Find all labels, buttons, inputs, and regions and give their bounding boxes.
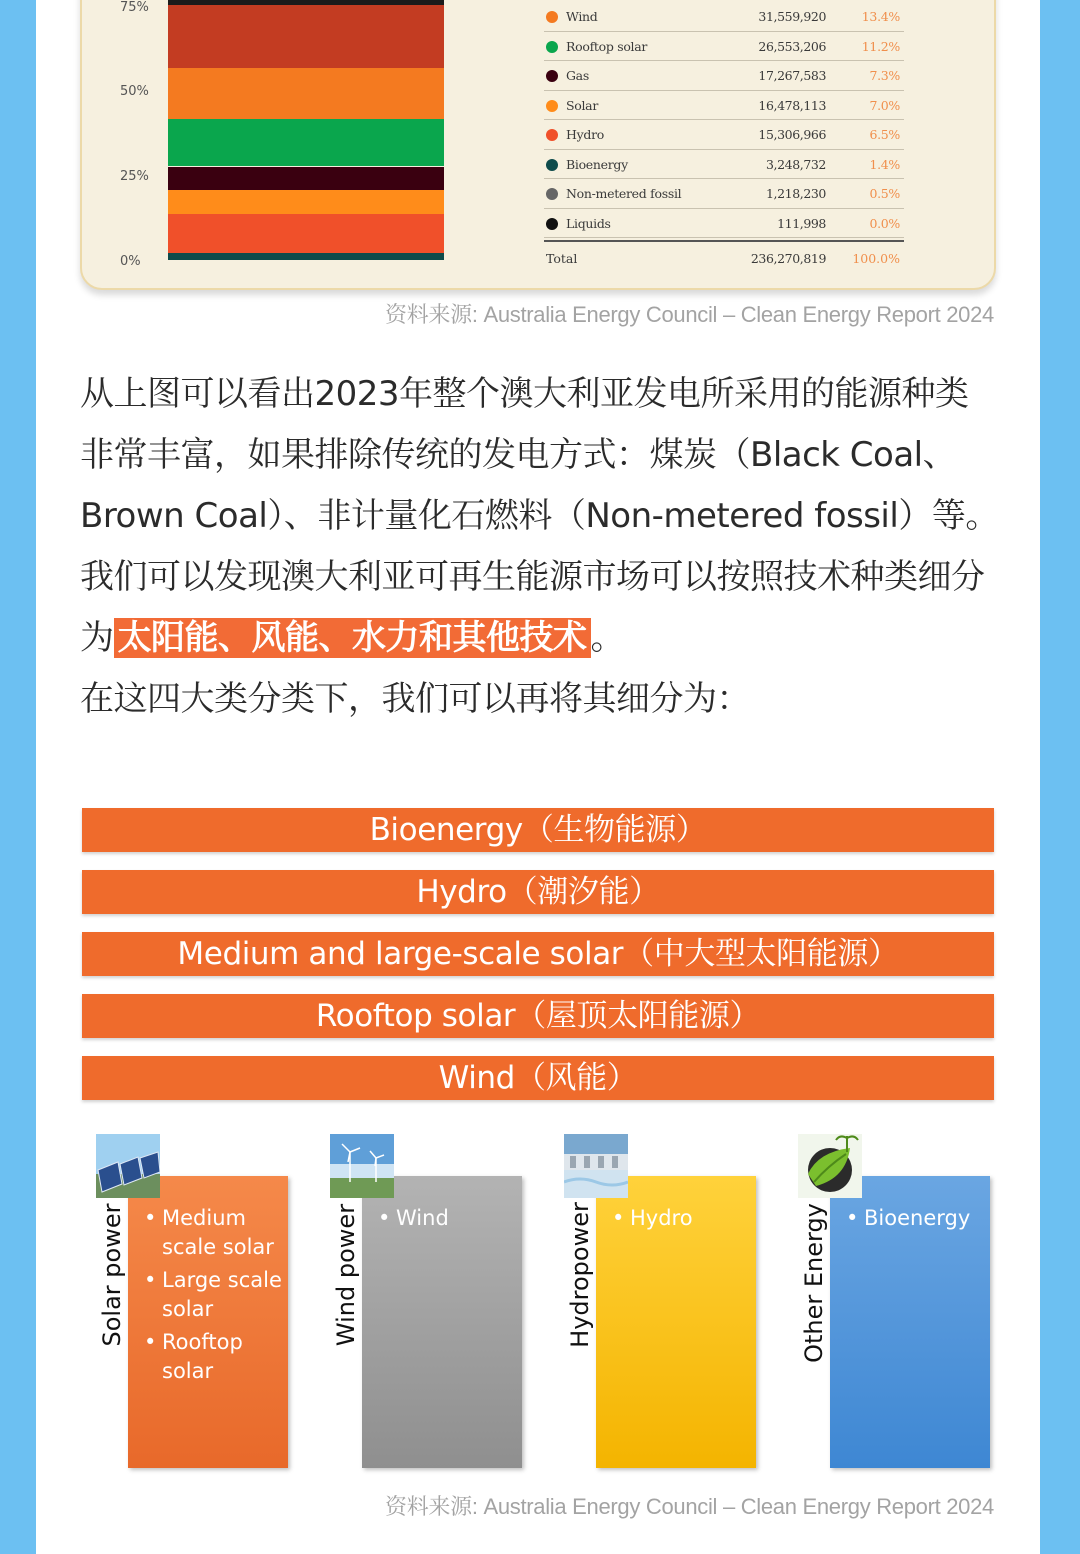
wind-turbine-icon [330, 1134, 394, 1198]
tile-label-solar: Solar power [98, 1203, 126, 1347]
tile-label-wind: Wind power [332, 1203, 360, 1347]
row-percent: 1.4% [869, 156, 900, 172]
row-name: Gas [566, 68, 589, 83]
tile-list-item: • Bioenergy [846, 1204, 970, 1233]
row-percent: 13.4% [861, 9, 900, 24]
row-name: Liquids [566, 215, 611, 231]
paragraph-subdivide: 在这四大类分类下，我们可以再将其细分为： [80, 679, 750, 719]
dam-icon [564, 1134, 628, 1198]
row-percent: 0.0% [869, 215, 900, 231]
category-bar-rooftop-solar: Rooftop solar（屋顶太阳能源） [82, 994, 994, 1038]
tile-label-hydro: Hydropower [566, 1202, 594, 1348]
paragraph-segments [80, 547, 1000, 669]
legend-dot [546, 41, 558, 53]
tile-hydro [596, 1176, 756, 1468]
category-bar-bioenergy: Bioenergy（生物能源） [82, 808, 994, 852]
row-name: Hydro [566, 127, 604, 142]
legend-dot [546, 11, 558, 23]
table-row [544, 179, 904, 209]
row-percent: 7.3% [869, 68, 900, 83]
row-percent: 7.0% [869, 97, 900, 113]
paragraph-segments-end: 。 [590, 618, 624, 658]
table-row [544, 91, 904, 121]
paragraph-intro: 从上图可以看出2023年整个澳大利亚发电所采用的能源种类非常丰富，如果排除传统的发电方式：煤炭（Black Coal、Brown Coal）、非计量化石燃料（Non-metered fossil）等。 [80, 374, 999, 536]
bar-segment [168, 190, 444, 214]
tile-wind-list [378, 1204, 449, 1237]
solar-panel-icon [96, 1134, 160, 1198]
legend-dot [546, 100, 558, 112]
legend-dot [546, 218, 558, 230]
bioenergy-leaf-icon [798, 1134, 862, 1198]
bar-segment [168, 119, 444, 167]
row-name: Solar [566, 97, 599, 113]
row-percent: 11.2% [861, 38, 900, 54]
table-row [544, 61, 904, 91]
row-name: Rooftop solar [566, 38, 648, 54]
legend-dot [546, 70, 558, 82]
category-bar-medium-large-solar: Medium and large-scale solar（中大型太阳能源） [82, 932, 994, 976]
tile-label-other: Other Energy [800, 1203, 828, 1363]
bar-segment [168, 253, 444, 260]
tile-wind [362, 1176, 522, 1468]
row-value: 3,248,732 [765, 156, 826, 172]
row-percent: 6.5% [869, 127, 900, 142]
source-caption-bottom: 资料来源: Australia Energy Council – Clean Energy Report 2024 [385, 1494, 994, 1519]
tile-solar-list [144, 1204, 288, 1390]
row-value: 17,267,583 [758, 68, 826, 83]
row-percent: 0.5% [869, 186, 900, 201]
table-row [544, 209, 904, 239]
y-tick: 50% [120, 84, 149, 99]
tile-list-item: • Large scale solar [144, 1266, 288, 1324]
row-value: 16,478,113 [758, 97, 826, 113]
tile-list-item: • Medium scale solar [144, 1204, 288, 1262]
table-total-row [544, 240, 904, 274]
row-value: 31,559,920 [758, 9, 826, 24]
table-row [544, 32, 904, 62]
paragraph-segments-lead: 我们可以发现澳大利亚可再生能源市场可以按照技术种类细分为 [80, 557, 985, 658]
row-name: Wind [566, 9, 598, 24]
tile-other-list [846, 1204, 970, 1237]
y-tick: 25% [120, 169, 149, 184]
y-tick: 0% [120, 254, 141, 269]
row-value: 26,553,206 [758, 38, 826, 54]
article-page [36, 0, 1040, 1554]
table-row [544, 150, 904, 180]
tile-list-item: • Wind [378, 1204, 449, 1233]
row-name: Bioenergy [566, 156, 628, 172]
bar-segment [168, 68, 444, 119]
total-value: 236,270,819 [750, 251, 826, 266]
table-row [544, 120, 904, 150]
tile-solar [128, 1176, 288, 1468]
total-percent: 100.0% [852, 251, 900, 266]
legend-dot [546, 159, 558, 171]
legend-dot [546, 188, 558, 200]
category-bar-hydro: Hydro（潮汐能） [82, 870, 994, 914]
row-value: 111,998 [777, 215, 826, 231]
category-bar-wind: Wind（风能） [82, 1056, 994, 1100]
bar-segment [168, 214, 444, 253]
legend-dot [546, 129, 558, 141]
bar-segment [168, 167, 444, 191]
total-label: Total [546, 251, 578, 266]
generation-table [544, 2, 904, 274]
tile-hydro-list [612, 1204, 693, 1237]
tile-other-energy [830, 1176, 990, 1468]
tile-list-item: • Rooftop solar [144, 1328, 288, 1386]
source-caption: 资料来源: Australia Energy Council – Clean Energy Report 2024 [385, 302, 994, 327]
body-text [80, 364, 1000, 730]
bar-segment [168, 5, 444, 68]
stacked-bar [168, 0, 444, 264]
row-name: Non-metered fossil [566, 186, 682, 201]
row-value: 1,218,230 [765, 186, 826, 201]
tile-list-item: • Hydro [612, 1204, 693, 1233]
highlight-technologies: 太阳能、风能、水力和其他技术 [114, 618, 591, 658]
table-row [544, 2, 904, 32]
row-value: 15,306,966 [758, 127, 826, 142]
y-tick: 75% [120, 0, 149, 15]
generation-chart-card [80, 0, 996, 290]
